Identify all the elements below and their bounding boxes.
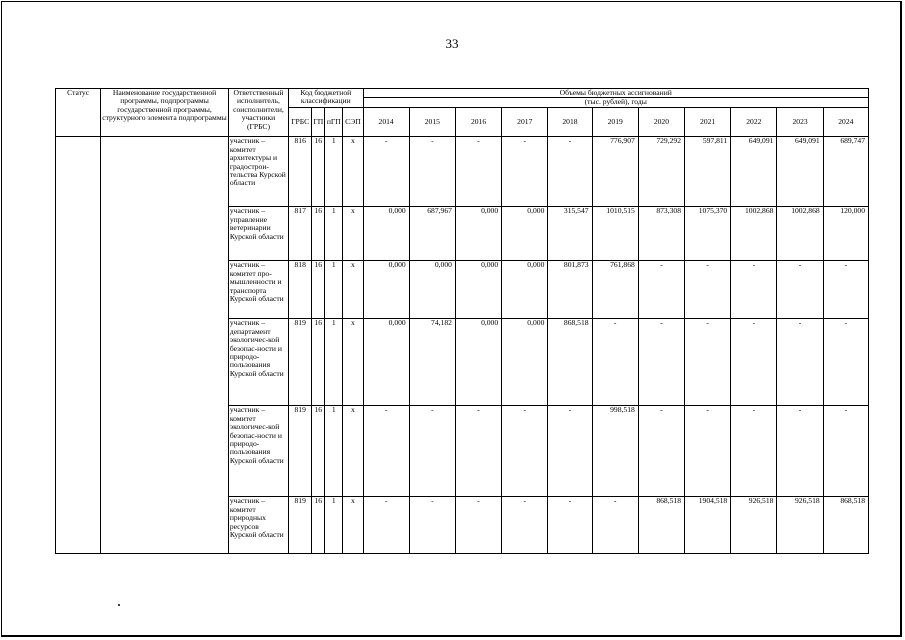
header-volumes-line2: (тыс. рублей), годы <box>363 98 869 108</box>
cell-value: 1904,518 <box>685 497 731 554</box>
cell-mgp: 1 <box>325 137 343 207</box>
cell-gp: 16 <box>312 261 325 319</box>
cell-value: 926,518 <box>731 497 777 554</box>
cell-value: - <box>731 319 777 406</box>
cell-sep: x <box>343 319 363 406</box>
cell-grbs: 819 <box>289 406 312 497</box>
cell-value: - <box>777 406 823 497</box>
cell-value: 776,907 <box>592 137 638 207</box>
cell-sep: x <box>343 137 363 207</box>
cell-value: - <box>823 319 868 406</box>
cell-value: 868,518 <box>638 497 684 554</box>
cell-value: 1010,515 <box>592 207 638 261</box>
header-year: 2020 <box>638 108 684 137</box>
cell-executor: участник – департамент экологичес-кой безопас-ности и природо-пользования Курской области <box>228 319 288 406</box>
cell-value: 1002,868 <box>777 207 823 261</box>
cell-name <box>101 137 229 554</box>
cell-value: - <box>685 406 731 497</box>
cell-value: 801,873 <box>548 261 592 319</box>
cell-value: - <box>363 137 409 207</box>
cell-executor: участник – комитет природных ресурсов Курской области <box>228 497 288 554</box>
cell-gp: 16 <box>312 137 325 207</box>
cell-sep: x <box>343 497 363 554</box>
cell-value: - <box>409 497 455 554</box>
header-year: 2021 <box>685 108 731 137</box>
header-mgp: пГП <box>325 108 343 137</box>
cell-value: 761,868 <box>592 261 638 319</box>
cell-value: 0,000 <box>363 207 409 261</box>
cell-value: 868,518 <box>548 319 592 406</box>
cell-grbs: 819 <box>289 497 312 554</box>
cell-value: 649,091 <box>731 137 777 207</box>
cell-value: 0,000 <box>455 319 501 406</box>
cell-value: 0,000 <box>455 261 501 319</box>
header-gp: ГП <box>312 108 325 137</box>
cell-value: 868,518 <box>823 497 868 554</box>
cell-executor: участник – комитет про-мышленности и транспорта Курской области <box>228 261 288 319</box>
header-year: 2022 <box>731 108 777 137</box>
cell-mgp: 1 <box>325 497 343 554</box>
cell-value: 0,000 <box>409 261 455 319</box>
cell-value: 649,091 <box>777 137 823 207</box>
cell-value: - <box>823 406 868 497</box>
header-code: Код бюджетной классификации <box>289 89 363 108</box>
cell-value: - <box>823 261 868 319</box>
cell-value: 998,518 <box>592 406 638 497</box>
cell-value: - <box>638 406 684 497</box>
cell-value: 0,000 <box>502 207 548 261</box>
page-number: 33 <box>445 36 459 51</box>
cell-value: 873,308 <box>638 207 684 261</box>
cell-value: 1075,370 <box>685 207 731 261</box>
cell-executor: участник – управление ветеринарии Курской области <box>228 207 288 261</box>
cell-value: - <box>363 497 409 554</box>
header-year: 2017 <box>502 108 548 137</box>
cell-value: 689,747 <box>823 137 868 207</box>
header-year: 2024 <box>823 108 868 137</box>
table-row <box>56 137 869 207</box>
cell-mgp: 1 <box>325 319 343 406</box>
stray-dot <box>118 604 120 606</box>
cell-value: - <box>363 406 409 497</box>
cell-value: 120,000 <box>823 207 868 261</box>
cell-grbs: 816 <box>289 137 312 207</box>
cell-sep: x <box>343 406 363 497</box>
cell-value: - <box>409 137 455 207</box>
cell-gp: 16 <box>312 406 325 497</box>
cell-value: - <box>548 137 592 207</box>
cell-sep: x <box>343 207 363 261</box>
cell-value: - <box>502 497 548 554</box>
cell-value: 74,182 <box>409 319 455 406</box>
cell-status <box>56 137 101 554</box>
header-year: 2016 <box>455 108 501 137</box>
cell-gp: 16 <box>312 319 325 406</box>
cell-gp: 16 <box>312 497 325 554</box>
cell-mgp: 1 <box>325 406 343 497</box>
header-year: 2019 <box>592 108 638 137</box>
cell-value: - <box>638 261 684 319</box>
cell-mgp: 1 <box>325 207 343 261</box>
budget-table <box>55 88 869 554</box>
cell-grbs: 817 <box>289 207 312 261</box>
header-name: Наименование государственной программы, подпрограммы государственной программы, структурного элемента подпрограммы <box>101 89 229 137</box>
header-executor: Ответственный исполнитель, соисполнители, участники (ГРБС) <box>228 89 288 137</box>
cell-value: - <box>731 261 777 319</box>
cell-value: 0,000 <box>363 261 409 319</box>
cell-value: 0,000 <box>363 319 409 406</box>
cell-value: - <box>548 497 592 554</box>
header-year: 2015 <box>409 108 455 137</box>
cell-value: 315,547 <box>548 207 592 261</box>
cell-value: - <box>502 406 548 497</box>
cell-grbs: 819 <box>289 319 312 406</box>
cell-value: - <box>502 137 548 207</box>
cell-value: 729,292 <box>638 137 684 207</box>
cell-value: - <box>638 319 684 406</box>
cell-executor: участник – комитет экологичес-кой безопас-ности и природо-пользования Курской области <box>228 406 288 497</box>
cell-value: 1002,868 <box>731 207 777 261</box>
cell-value: - <box>592 319 638 406</box>
cell-value: 926,518 <box>777 497 823 554</box>
cell-value: - <box>592 497 638 554</box>
cell-value: - <box>685 319 731 406</box>
cell-value: 0,000 <box>502 261 548 319</box>
header-year: 2023 <box>777 108 823 137</box>
cell-value: - <box>731 406 777 497</box>
header-sep: СЭП <box>343 108 363 137</box>
cell-value: - <box>777 261 823 319</box>
cell-value: 0,000 <box>455 207 501 261</box>
header-year: 2014 <box>363 108 409 137</box>
header-status: Статус <box>56 89 101 137</box>
cell-grbs: 818 <box>289 261 312 319</box>
cell-value: - <box>777 319 823 406</box>
cell-value: - <box>548 406 592 497</box>
header-volumes-line1: Объемы бюджетных ассигнований <box>363 89 869 98</box>
cell-value: 597,811 <box>685 137 731 207</box>
header-grbs: ГРБС <box>289 108 312 137</box>
cell-value: - <box>685 261 731 319</box>
header-year: 2018 <box>548 108 592 137</box>
cell-value: 687,967 <box>409 207 455 261</box>
cell-value: - <box>455 137 501 207</box>
cell-value: 0,000 <box>502 319 548 406</box>
cell-value: - <box>409 406 455 497</box>
cell-sep: x <box>343 261 363 319</box>
cell-value: - <box>455 497 501 554</box>
cell-gp: 16 <box>312 207 325 261</box>
cell-executor: участник – комитет архитектуры и градострои-тельства Курской области <box>228 137 288 207</box>
cell-mgp: 1 <box>325 261 343 319</box>
cell-value: - <box>455 406 501 497</box>
